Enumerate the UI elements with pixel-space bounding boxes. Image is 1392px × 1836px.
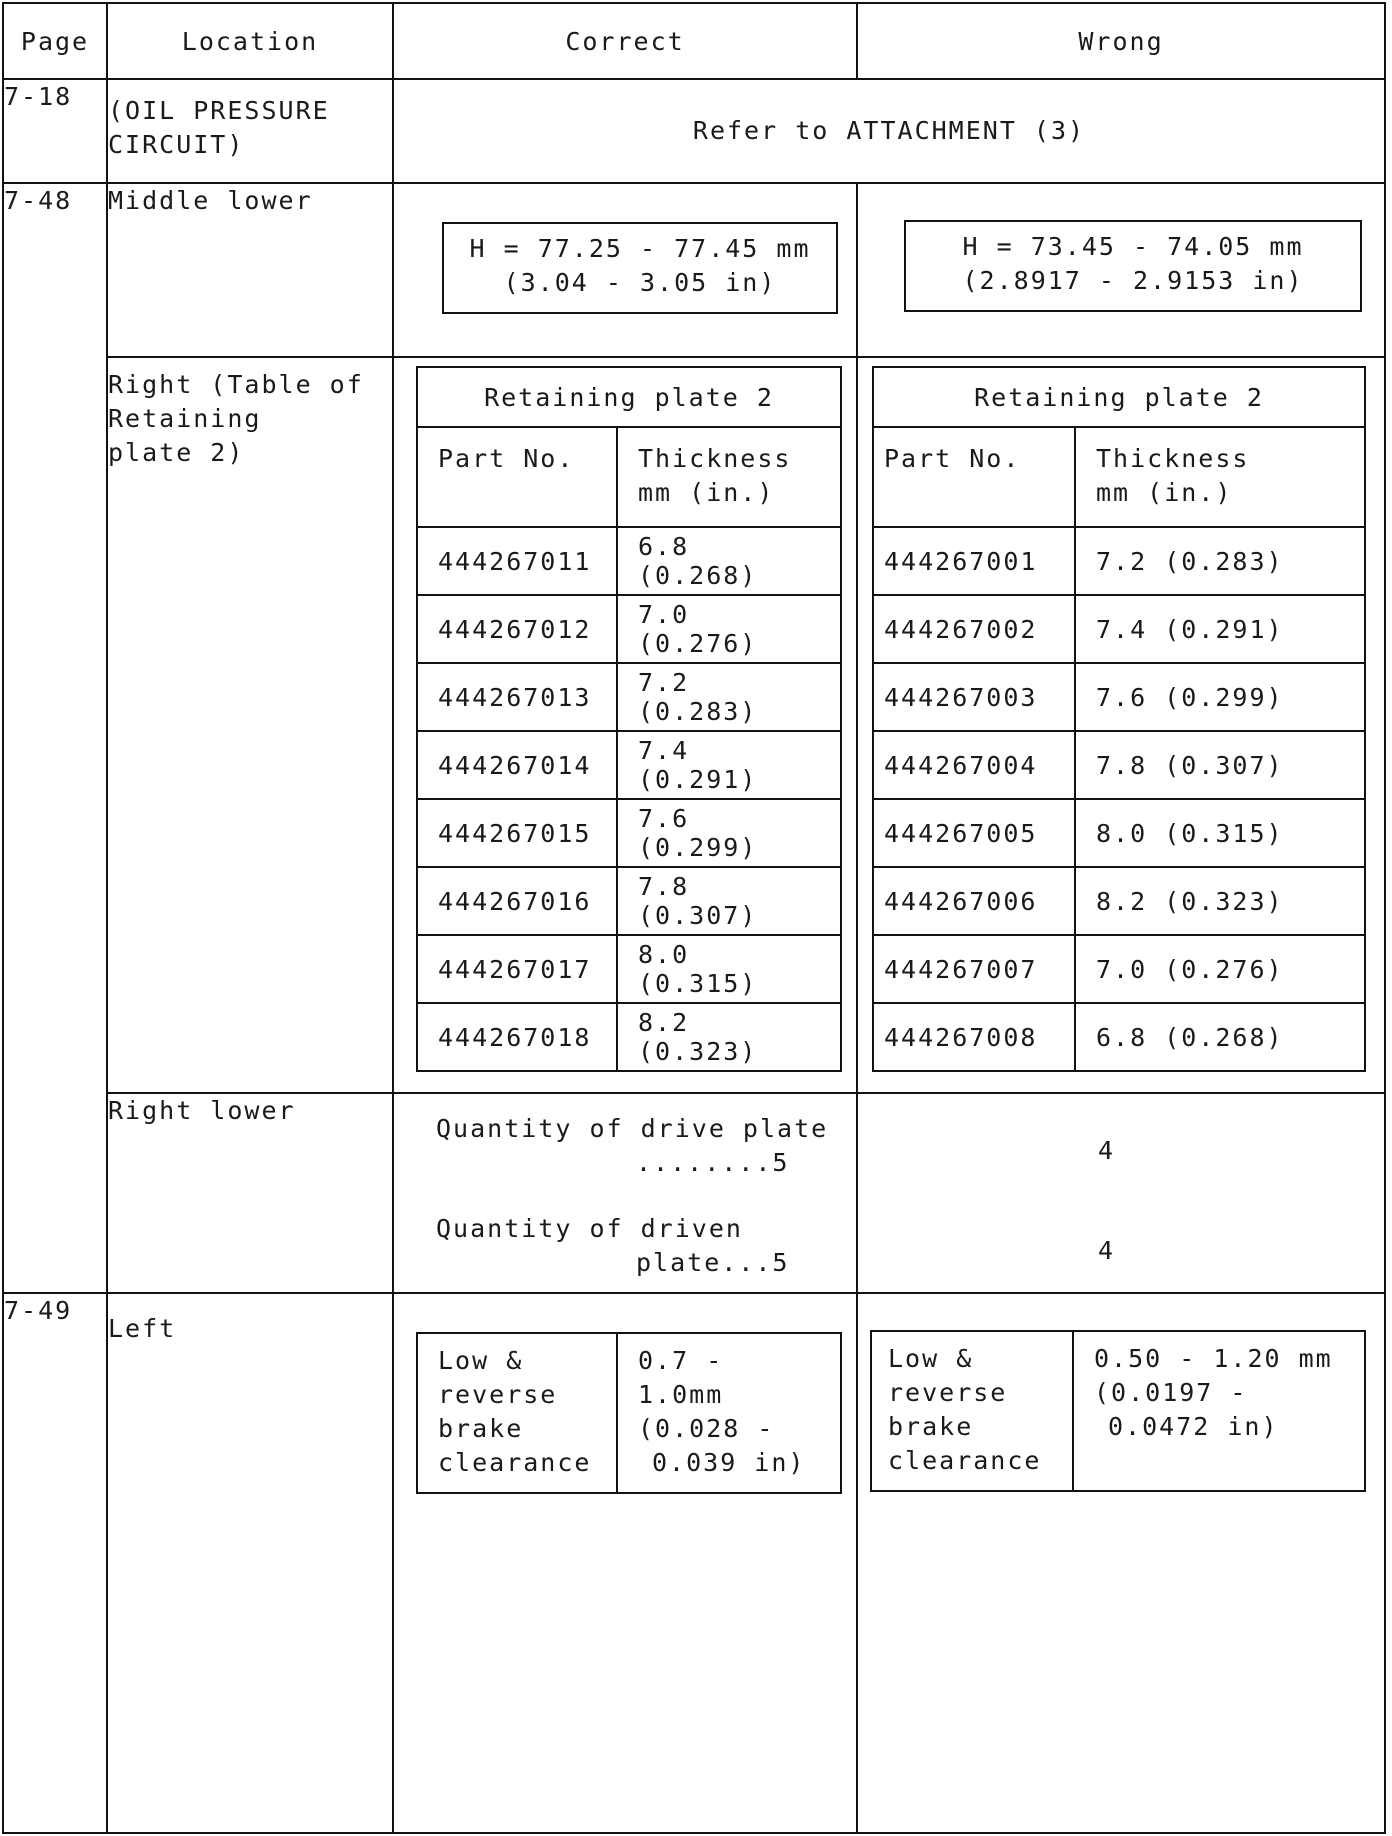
part-number: 444267007	[873, 935, 1075, 1003]
quantity-line: Quantity of driven	[436, 1214, 743, 1243]
header-wrong: Wrong	[857, 3, 1385, 79]
column-header: Part No.	[417, 427, 617, 527]
value-line: 0.50 - 1.20 mm	[1094, 1344, 1333, 1373]
label-line: reverse	[438, 1380, 558, 1409]
wrong-cell	[857, 1293, 1385, 1833]
table-row	[873, 527, 1365, 595]
thickness: 8.2 (0.323)	[617, 1003, 841, 1071]
row-7-48-middle-lower	[3, 183, 1385, 357]
quantity-line: Quantity of drive plate	[436, 1114, 829, 1143]
row-7-48-right	[3, 357, 1385, 1093]
wrong-cell	[857, 1093, 1385, 1293]
page-number: 7-48	[3, 183, 107, 1293]
part-number: 444267014	[417, 731, 617, 799]
label-line: reverse	[888, 1378, 1008, 1407]
dimension-line: H = 73.45 - 74.05 mm	[962, 232, 1304, 261]
column-header-line: mm (in.)	[1096, 478, 1233, 507]
location-line: plate 2)	[108, 438, 245, 467]
label-line: clearance	[438, 1448, 592, 1477]
page-number: 7-49	[3, 1293, 107, 1833]
location-line: Right (Table of	[108, 370, 364, 399]
table-title: Retaining plate 2	[417, 367, 841, 427]
part-number: 444267012	[417, 595, 617, 663]
correct-cell	[393, 183, 857, 357]
attachment-note: Refer to ATTACHMENT (3)	[393, 79, 1385, 183]
column-header	[1075, 427, 1365, 527]
value-line: (0.028 -	[638, 1414, 775, 1443]
retaining-plate-table-wrong	[872, 366, 1366, 1072]
correct-cell	[393, 357, 857, 1093]
thickness: 8.0 (0.315)	[617, 935, 841, 1003]
thickness: 6.8 (0.268)	[1075, 1003, 1365, 1071]
dimension-line: (3.04 - 3.05 in)	[503, 268, 777, 297]
part-number: 444267006	[873, 867, 1075, 935]
location-cell: Right lower	[107, 1093, 393, 1293]
thickness: 7.2 (0.283)	[1075, 527, 1365, 595]
table-row	[417, 663, 841, 731]
table-row	[873, 867, 1365, 935]
dimension-box	[904, 220, 1362, 312]
wrong-driven-quantity: 4	[1098, 1236, 1116, 1265]
dimension-line: (2.8917 - 2.9153 in)	[962, 266, 1304, 295]
location-line: Retaining	[108, 404, 262, 433]
thickness: 7.2 (0.283)	[617, 663, 841, 731]
label-line: Low &	[888, 1344, 974, 1373]
column-header: Part No.	[873, 427, 1075, 527]
part-number: 444267011	[417, 527, 617, 595]
location-cell	[107, 357, 393, 1093]
thickness: 8.2 (0.323)	[1075, 867, 1365, 935]
table-row	[417, 527, 841, 595]
errata-document	[2, 2, 1384, 1834]
correct-cell	[393, 1093, 857, 1293]
table-title: Retaining plate 2	[873, 367, 1365, 427]
thickness: 7.4 (0.291)	[1075, 595, 1365, 663]
table-row	[417, 1003, 841, 1071]
thickness: 7.0 (0.276)	[1075, 935, 1365, 1003]
clearance-value	[1073, 1331, 1365, 1491]
location-line: (OIL PRESSURE	[108, 96, 330, 125]
header-correct: Correct	[393, 3, 857, 79]
thickness: 7.8 (0.307)	[617, 867, 841, 935]
table-row	[873, 731, 1365, 799]
quantity-line: plate...5	[636, 1248, 790, 1277]
retaining-plate-table-correct	[416, 366, 842, 1072]
errata-table	[2, 2, 1386, 1834]
label-line: Low &	[438, 1346, 524, 1375]
part-number: 444267015	[417, 799, 617, 867]
part-number: 444267013	[417, 663, 617, 731]
quantity-line: ........5	[636, 1148, 790, 1177]
brake-clearance-correct	[416, 1332, 842, 1494]
part-number: 444267003	[873, 663, 1075, 731]
header-location: Location	[107, 3, 393, 79]
part-number: 444267001	[873, 527, 1075, 595]
clearance-label	[417, 1333, 617, 1493]
table-row	[417, 595, 841, 663]
label-line: brake	[438, 1414, 524, 1443]
table-row	[873, 663, 1365, 731]
table-row	[417, 867, 841, 935]
drive-plate-quantity	[436, 1112, 828, 1180]
row-7-18	[3, 79, 1385, 183]
correct-cell	[393, 1293, 857, 1833]
column-header	[617, 427, 841, 527]
table-row	[417, 935, 841, 1003]
location-cell	[107, 79, 393, 183]
table-row	[873, 935, 1365, 1003]
label-line: brake	[888, 1412, 974, 1441]
table-row	[417, 799, 841, 867]
table-row	[873, 1003, 1365, 1071]
column-header-line: Thickness	[1096, 444, 1250, 473]
row-7-48-right-lower	[3, 1093, 1385, 1293]
part-number: 444267002	[873, 595, 1075, 663]
clearance-value	[617, 1333, 841, 1493]
thickness: 7.6 (0.299)	[1075, 663, 1365, 731]
thickness: 8.0 (0.315)	[1075, 799, 1365, 867]
column-header-line: Thickness	[638, 444, 792, 473]
part-number: 444267005	[873, 799, 1075, 867]
value-line: 0.0472 in)	[1108, 1412, 1279, 1441]
value-line: 0.7 - 1.0mm	[638, 1346, 724, 1409]
row-7-49-left	[3, 1293, 1385, 1833]
part-number: 444267016	[417, 867, 617, 935]
page-number: 7-18	[3, 79, 107, 183]
table-row	[417, 731, 841, 799]
table-row	[873, 799, 1365, 867]
dimension-line: H = 77.25 - 77.45 mm	[469, 234, 811, 263]
thickness: 7.0 (0.276)	[617, 595, 841, 663]
location-cell: Middle lower	[107, 183, 393, 357]
driven-plate-quantity	[436, 1212, 789, 1280]
thickness: 6.8 (0.268)	[617, 527, 841, 595]
clearance-label	[871, 1331, 1073, 1491]
part-number: 444267018	[417, 1003, 617, 1071]
value-line: 0.039 in)	[652, 1448, 806, 1477]
label-line: clearance	[888, 1446, 1042, 1475]
wrong-drive-quantity: 4	[1098, 1136, 1116, 1165]
part-number: 444267004	[873, 731, 1075, 799]
thickness: 7.8 (0.307)	[1075, 731, 1365, 799]
thickness: 7.6 (0.299)	[617, 799, 841, 867]
thickness: 7.4 (0.291)	[617, 731, 841, 799]
column-header-line: mm (in.)	[638, 478, 775, 507]
location-line: CIRCUIT)	[108, 130, 245, 159]
brake-clearance-wrong	[870, 1330, 1366, 1492]
value-line: (0.0197 -	[1094, 1378, 1248, 1407]
table-row	[873, 595, 1365, 663]
dimension-box	[442, 222, 838, 314]
header-row	[3, 3, 1385, 79]
location-cell: Left	[107, 1293, 393, 1833]
wrong-cell	[857, 183, 1385, 357]
header-page: Page	[3, 3, 107, 79]
part-number: 444267017	[417, 935, 617, 1003]
wrong-cell	[857, 357, 1385, 1093]
part-number: 444267008	[873, 1003, 1075, 1071]
